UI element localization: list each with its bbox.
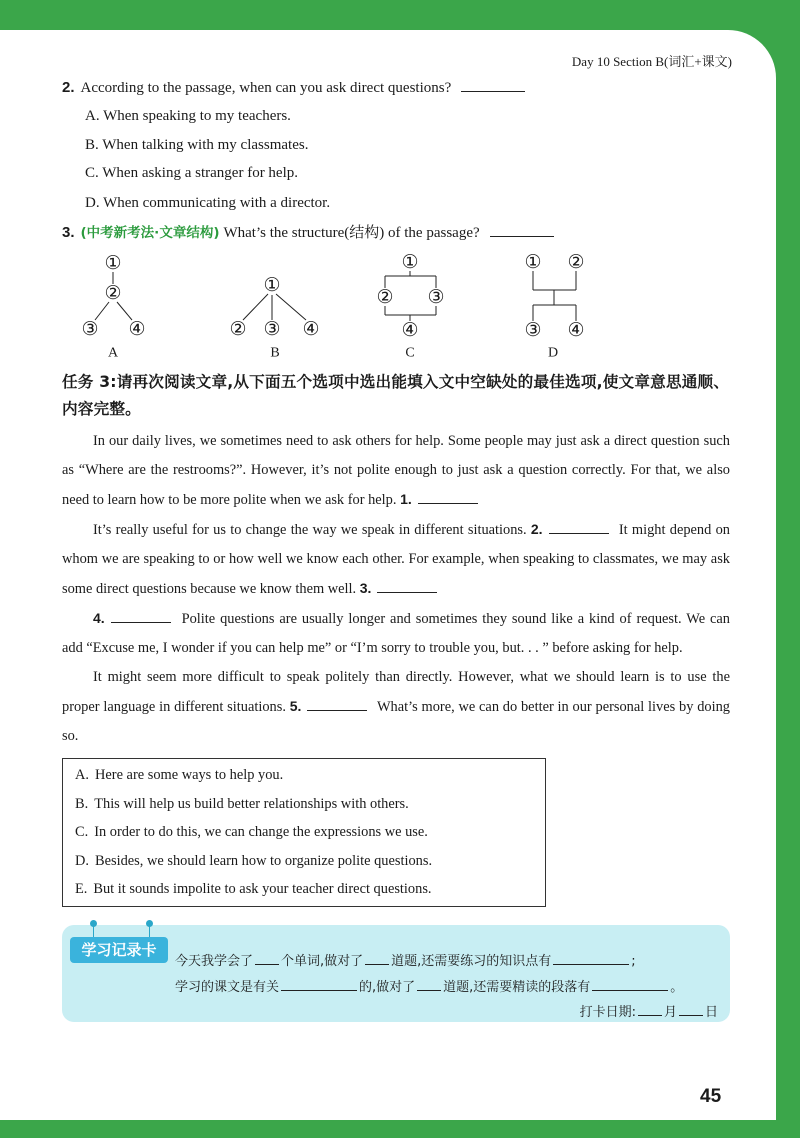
question-2-stem: According to the passage, when can you ask direct questions?	[80, 80, 452, 96]
choice-text: Besides, we should learn how to organize polite questions.	[95, 852, 433, 869]
record-text: 月	[663, 1004, 677, 1020]
answer-blank-2	[549, 520, 609, 534]
record-text: 个单词,做对了	[281, 953, 364, 969]
choice-letter: E.	[75, 881, 88, 898]
diagram-b-node-2: ②	[229, 318, 247, 340]
option-letter: C.	[85, 165, 99, 181]
diagram-b-connector	[243, 294, 268, 320]
diagram-c-node-1: ①	[401, 251, 419, 273]
option-letter: D.	[85, 195, 100, 211]
paragraph-text: It might depend on whom we are speaking to or how well we know each other. For example, when speaking to classmates, we may ask some direct questions because we know them well.	[62, 522, 730, 597]
record-text: ;	[631, 953, 636, 969]
paragraph-text: Polite questions are usually longer and sometimes they sound like a kind of request. We can add “Excuse me, I wonder if you can help me” or “I’m sorry to trouble you, but. . . ” before asking for help.	[62, 611, 730, 656]
answer-choices-box	[62, 758, 546, 907]
answer-blank-4	[111, 609, 171, 623]
option-letter: B.	[85, 137, 99, 153]
choice-b	[75, 790, 545, 819]
diagram-a-node-3: ③	[81, 318, 99, 340]
paragraph-text: It’s really useful for us to change the way we speak in different situations.	[93, 522, 527, 538]
passage-paragraph-2	[62, 515, 730, 604]
blank-number-5: 5.	[289, 698, 302, 714]
passage-paragraph-1	[62, 427, 730, 515]
question-2-answer-blank	[461, 78, 525, 92]
record-blank	[679, 1003, 703, 1016]
choice-c	[75, 818, 545, 847]
record-blank	[255, 952, 279, 965]
record-text: 的,做对了	[359, 979, 416, 995]
record-line-1	[175, 952, 636, 972]
structure-diagrams	[0, 245, 640, 370]
record-blank	[365, 952, 389, 965]
option-text: When talking with my classmates.	[102, 137, 309, 153]
diagram-b-label: B	[270, 345, 280, 361]
running-head: Day 10 Section B(词汇+课文)	[571, 54, 732, 69]
option-letter: A.	[85, 108, 100, 124]
diagram-a-node-1: ①	[104, 252, 122, 274]
diagram-d-label: D	[547, 345, 559, 361]
diagram-b-node-4: ④	[302, 318, 320, 340]
page-number: 45	[700, 1086, 722, 1107]
choice-text: Here are some ways to help you.	[95, 767, 284, 783]
diagram-c-node-2: ②	[376, 286, 394, 308]
answer-blank-3	[377, 579, 437, 593]
record-text: 道题,还需要练习的知识点有	[391, 953, 552, 969]
question-3-number: 3.	[62, 224, 75, 241]
option-text: When communicating with a director.	[103, 195, 331, 211]
pin-stem	[93, 926, 94, 937]
question-3	[62, 223, 554, 243]
diagram-a-label: A	[107, 345, 119, 361]
record-blank	[592, 978, 668, 991]
passage-paragraph-4	[62, 663, 730, 751]
answer-blank-5	[307, 697, 367, 711]
record-text: 。	[670, 979, 684, 995]
diagram-b-connector	[276, 294, 306, 320]
record-blank	[281, 978, 357, 991]
choice-letter: B.	[75, 795, 89, 812]
study-record-card	[62, 925, 730, 1022]
pin-stem	[149, 926, 150, 937]
diagram-d-node-4: ④	[567, 319, 585, 341]
question-2-option-a	[85, 106, 291, 126]
blank-number-4: 4.	[93, 610, 105, 626]
record-blank	[638, 1003, 662, 1016]
question-2-option-b	[85, 135, 308, 155]
question-2-number: 2.	[62, 79, 75, 96]
record-text: 道题,还需要精读的段落有	[443, 979, 591, 995]
paragraph-text: It might seem more difficult to speak politely than directly. However, what we should learn is to use the proper language in different situations.	[62, 669, 730, 715]
choice-text: This will help us build better relationships with others.	[94, 795, 409, 812]
diagram-d-node-3: ③	[524, 319, 542, 341]
choice-d	[75, 847, 545, 876]
paragraph-text: What’s more, we can do better in our personal lives by doing so.	[62, 699, 730, 744]
question-2	[62, 78, 525, 98]
diagram-d-node-1: ①	[524, 251, 542, 273]
choice-letter: A.	[75, 767, 89, 783]
question-3-answer-blank	[490, 223, 554, 237]
blank-number-1: 1.	[400, 491, 412, 507]
record-blank	[553, 952, 629, 965]
choice-a	[75, 761, 545, 790]
record-text: 打卡日期:	[579, 1004, 636, 1020]
option-text: When speaking to my teachers.	[103, 108, 291, 124]
option-text: When asking a stranger for help.	[102, 165, 299, 181]
diagram-c-node-3: ③	[427, 286, 445, 308]
blank-number-2: 2.	[530, 521, 543, 537]
diagram-a-node-2: ②	[104, 282, 122, 304]
blank-number-3: 3.	[359, 580, 372, 596]
study-record-card-title: 学习记录卡	[70, 937, 168, 963]
question-2-option-d	[85, 193, 330, 213]
choice-text: But it sounds impolite to ask your teacher direct questions.	[93, 881, 432, 898]
record-line-2	[175, 978, 683, 998]
question-3-stem: What’s the structure(结构) of the passage?	[223, 225, 480, 241]
diagram-b-node-3: ③	[263, 318, 281, 340]
choice-e	[75, 875, 545, 904]
choice-text: In order to do this, we can change the expressions we use.	[94, 824, 428, 841]
diagram-b-node-1: ①	[263, 274, 281, 296]
diagram-a-node-4: ④	[128, 318, 146, 340]
paragraph-text: In our daily lives, we sometimes need to ask others for help. Some people may just ask a direct question such as “Where are the restrooms?”. However, it’s not polite enough to just ask a question correctly. For that, we also need to learn how to be more polite when we ask for help.	[62, 433, 730, 508]
passage-and-exercises	[62, 427, 730, 1022]
question-2-option-c	[85, 163, 298, 183]
diagram-c-label: C	[405, 345, 415, 361]
record-text: 学习的课文是有关	[175, 979, 280, 995]
record-line-3-date	[580, 1003, 718, 1023]
record-text: 日	[704, 1004, 718, 1020]
choice-letter: C.	[75, 824, 89, 841]
task-3-instruction: 任务 3:请再次阅读文章,从下面五个选项中选出能填入文中空缺处的最佳选项,使文章意思通顺、内容完整。	[62, 373, 730, 418]
diagram-d-node-2: ②	[567, 251, 585, 273]
diagram-c-node-4: ④	[401, 319, 419, 341]
record-text: 今天我学会了	[175, 953, 254, 969]
choice-letter: D.	[75, 852, 89, 869]
record-blank	[417, 978, 441, 991]
passage-paragraph-3	[62, 604, 730, 663]
answer-blank-1	[418, 490, 478, 504]
question-3-tag: (中考新考法·文章结构)	[80, 225, 220, 241]
